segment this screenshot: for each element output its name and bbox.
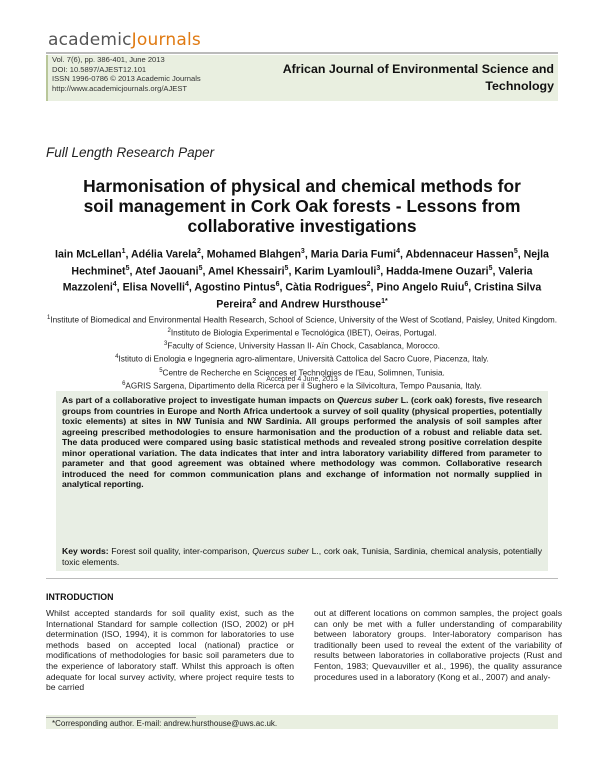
author-affiliation-mark: 4 <box>396 248 400 255</box>
author-name: Maria Daria Fumi <box>310 248 397 261</box>
author-affiliation-mark: 3 <box>376 264 381 272</box>
author-affiliation-mark: 1 <box>121 248 126 255</box>
author-affiliation-mark: 4 <box>184 281 189 289</box>
affiliation-mark: 5 <box>159 367 163 374</box>
author-separator: , <box>200 248 207 261</box>
author-affiliation-mark: 1* <box>381 298 388 306</box>
author-name: Hadda-Imene Ouzari <box>386 265 489 278</box>
keywords-label: Key words: <box>62 546 109 556</box>
affiliation-mark: 2 <box>167 328 171 335</box>
author-name: Pino Angelo Ruiu <box>376 282 465 294</box>
author-list <box>46 245 558 312</box>
author-name: Agostino Pintus <box>194 282 276 294</box>
paper-type: Full Length Research Paper <box>46 145 215 160</box>
publication-meta-box <box>46 55 262 101</box>
meta-url[interactable]: http://www.academicjournals.org/AJEST <box>52 83 188 93</box>
header-rule <box>46 52 558 54</box>
author-name: Iain McLellan <box>55 248 122 261</box>
abstract <box>62 395 542 490</box>
affiliation <box>46 352 558 365</box>
author-separator: , <box>492 265 499 278</box>
author-separator: , <box>202 265 208 278</box>
logo-text-academic: academic <box>48 30 132 50</box>
abstract-text-part-2: L. (cork oak) forests, five research groups from countries in Europe and North Africa undertook a survey of soil quality (physical properties, potentially toxic elements) at sites in NW Tunisia and NW Sardinia. All groups performed the analysis of soil samples after agreeing prescribed methodologies to ensure harmonisation and the production of a robust and reliable data set. The data produced were compared using basic statistical methods and revealed strong positive correlation despite minor operational variation. The data indicates that inter and intra laboratory variability differed from parameter to parameter and that good agreement was obtained where methodology was common. Collaborative research introduced the need for common communication plans and exchange of information not normally supplied in analytical reporting. <box>62 395 542 490</box>
corresponding-author-footnote[interactable]: *Corresponding author. E-mail: andrew.hursthouse@uws.ac.uk. <box>52 719 278 728</box>
affiliation-text: Faculty of Science, University Hassan II- Aïn Chock, Casablanca, Morocco. <box>167 342 440 352</box>
meta-volume: Vol. 7(6), pp. 386-401, June 2013 <box>52 55 165 64</box>
affiliation-mark: 3 <box>164 341 168 348</box>
author-separator: , <box>468 282 475 294</box>
affiliation-text: Istituto di Enologia e Ingegneria agro-alimentare, Università Cattolica del Sacro Cuore, Piacenza, Italy. <box>118 355 489 365</box>
author-name: Abdennaceur Hassen <box>405 248 514 261</box>
author-separator: , <box>188 282 195 294</box>
author-name: Adélia Varela <box>130 248 197 261</box>
affiliation <box>46 313 558 326</box>
author-name: Cristina Silva Pereira <box>216 282 542 311</box>
keywords <box>62 546 542 567</box>
author-affiliation-mark: 5 <box>125 264 130 272</box>
meta-issn: ISSN 1996-0786 © 2013 Academic Journals <box>52 74 201 84</box>
author-name: Andrew Hursthouse <box>280 298 382 311</box>
author-affiliation-mark: 3 <box>300 248 305 255</box>
author-name: Càtia Rodrigues <box>285 282 367 294</box>
affiliation-mark: 1 <box>46 315 51 321</box>
affiliation-mark: 6 <box>122 380 126 387</box>
author-separator: , <box>279 282 286 294</box>
author-separator: , <box>380 265 387 278</box>
author-affiliation-mark: 2 <box>196 248 201 255</box>
author-affiliation-mark: 5 <box>513 248 518 255</box>
journal-name <box>262 55 558 95</box>
author-affiliation-mark: 2 <box>366 281 371 289</box>
author-affiliation-mark: 5 <box>284 264 289 272</box>
author-affiliation-mark: 6 <box>464 281 469 289</box>
author-name: Elisa Novelli <box>122 282 185 294</box>
author-affiliation-mark: 5 <box>488 264 493 272</box>
intro-column-left: Whilst accepted standards for soil quality exist, such as the International Standard for sample collection (ISO, 2002) or pH determination (ISO, 1994), it is common for laboratories to use methods based on accepted local (national) practice or modifications of methodologies for basic soil parameters due to the experience of laboratory staff. Whilst this approach is often adequate for local survey activity, where project require tests to be carried <box>46 608 294 693</box>
paper-title <box>46 176 558 236</box>
keywords-species-name: Quercus suber <box>252 546 309 556</box>
author-affiliation-mark: 4 <box>112 281 117 289</box>
author-name: Atef Jaouani <box>135 265 199 278</box>
author-name: Amel Khessairi <box>207 265 285 278</box>
author-name: Nejla Hechminet <box>71 248 549 278</box>
affiliation-text: Centre de Recherche en Sciences et Technolgies de l'Eau, Solimnen, Tunisia. <box>162 368 445 378</box>
author-separator: , <box>370 282 377 294</box>
author-separator: , <box>288 265 295 278</box>
affiliation-text: Instituto de Biologia Experimental e Tecnológica (IBET), Oeiras, Portugal. <box>170 328 437 338</box>
author-name: Valeria Mazzoleni <box>62 265 533 294</box>
journal-name-box <box>262 55 558 101</box>
author-affiliation-mark: 2 <box>252 298 257 306</box>
meta-doi: DOI: 10.5897/AJEST12.101 <box>52 64 147 74</box>
author-name: Karim Lyamlouli <box>294 265 377 278</box>
affiliation-text: AGRIS Sargena, Dipartimento della Ricerca per il Sughero e la Silvicoltura, Tempo Pausania, Italy. <box>125 381 482 391</box>
author-separator: , <box>517 248 524 261</box>
keywords-text-part-2: L., cork oak, Tunisia, Sardinia, chemical analysis, potentially toxic elements. <box>62 546 542 567</box>
logo-text-journals: Journals <box>131 30 201 50</box>
keywords-text-part-1: Forest soil quality, inter-comparison, <box>108 546 253 556</box>
journal-name-line-2: Technology <box>485 79 554 93</box>
author-affiliation-mark: 5 <box>198 264 203 272</box>
journal-logo <box>48 30 201 50</box>
accepted-date: Accepted 4 June, 2013 <box>266 376 338 383</box>
intro-column-right: out at different locations on common samples, the project goals can only be met with a fuller understanding of comparability between laboratory groups. Inter-laboratory comparison has traditionally been used to reveal the extent of the variability of results between laboratories in collaborative projects (Rust and Fenton, 1983; Quevauviller et al., 1996), the quality assurance procedures used in a laboratory (Kong et al., 2007) and analy- <box>314 608 562 682</box>
footnote-rule <box>46 717 196 718</box>
author-separator: and <box>256 298 281 311</box>
title-line-1: Harmonisation of physical and chemical methods for <box>83 176 521 196</box>
author-separator: , <box>125 248 131 261</box>
title-line-3: collaborative investigations <box>187 216 417 236</box>
title-line-2: soil management in Cork Oak forests - Lessons from <box>83 196 521 216</box>
author-separator: , <box>304 248 311 261</box>
author-affiliation-mark: 6 <box>275 281 280 289</box>
author-name: Mohamed Blahgen <box>206 248 301 261</box>
section-heading-introduction: INTRODUCTION <box>46 592 114 602</box>
author-separator: , <box>116 282 123 294</box>
section-divider <box>46 578 558 579</box>
abstract-species-name: Quercus suber <box>337 395 399 405</box>
affiliation <box>46 339 558 352</box>
author-separator: , <box>400 248 406 261</box>
affiliation-mark: 4 <box>115 354 119 361</box>
affiliation-text: Institute of Biomedical and Environmental Health Research, School of Science, University of the West of Scotland, Paisley, United Kingdom. <box>50 315 557 325</box>
affiliation <box>46 326 558 339</box>
journal-name-line-1: African Journal of Environmental Science and <box>282 62 554 76</box>
author-separator: , <box>129 265 135 278</box>
abstract-text-part-1: As part of a collaborative project to investigate human impacts on <box>62 395 338 405</box>
